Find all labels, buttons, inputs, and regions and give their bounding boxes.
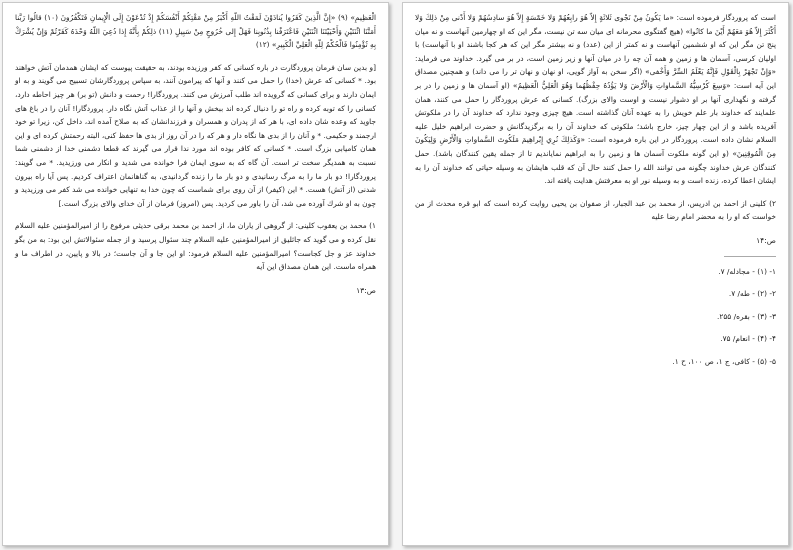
- left-page: [2, 2, 389, 546]
- right-page-column: [415, 11, 776, 537]
- footnote-item: ۲- (۲) - طه/ ۷.: [728, 289, 776, 299]
- footnote-divider: [724, 256, 776, 257]
- hadith-text: ۱) محمد بن يعقوب كلينى: از گروهى از ياران ما، از احمد بن محمد برقى حديثى مرفوع را از اميرالمؤمنين عليه السلام نقل كرده و مى گويد كه جاثليق از اميرالمؤمنين عليه السلام چند سئوال پرسيد و از جمله سئوالاتش اين بود: به من بگو خداوند عز و جل كجاست؟ اميرالمؤمنين عليه السلام فرمود: او اين جا و آن جاست؛ در بالا و پايين، در اطراف ما و همراه ماست. اين همان مصداق اين آيه: [15, 221, 376, 272]
- main-text: است كه پروردگار فرموده است: «ما يَكُونُ مِنْ نَجْوى ثَلاثَةٍ إِلاّ هُوَ رابِعُهُمْ وَلا خَمْسَةٍ إِلاّ هُوَ سادِسُهُمْ وَلا أَدْنى مِنْ ذلِكَ وَلا أَكْثَرَ إِلاّ هُوَ مَعَهُمْ أَيْنَ ما كانُوا» (هيچ گفتگوى محرمانه اى ميان سه تن نيست، مگر اين كه او چهارمين آنهاست و نه ميان پنج تن مگر اين كه او ششمين آنهاست و نه كمتر از اين (عدد) و نه بيشتر مگر اين كه هر كجا باشند او با آنهاست) با اوليان كرسى، آسمان ها و زمين و همه آن چه را در ميان آنها و زير زمين است، در بر مى گيرد. خداوند مى فرمايد: «وَإِنْ تَجْهَرْ بِالْقَوْلِ فَإِنَّهُ يَعْلَمُ السِّرَّ وَأَخْفى» (اگر سخن به آواز گويى، او نهان و نهان تر را مى داند) و همچنين مصداق اين آيه است: «وَسِعَ كُرْسِيُّهُ السَّماواتِ وَالْأَرْضَ وَلا يَؤُدُهُ حِفْظُهُما وَهُوَ الْعَلِيُّ الْعَظِيمُ» (او آسمان ها و زمين را در بر گرفته و نگهدارى آنها بر او دشوار نيست و اوست والاى بزرگ). كسانى كه عرش پروردگار را حمل مى كنند، همان علمايند كه خداوند بار علم خويش را به عهده آنان گذاشته است. هيچ چيزى وجود ندارد كه خداوند آن را در ملكوتش آفريده باشد و از اين چهار چيز، خارج باشد؛ ملكوتى كه خداوند آن را به برگزيدگانش و حضرت ابراهيم خليل عليه السلام نشان داده است. پروردگار در اين باره فرموده است: «وَكَذلِكَ نُرِي إِبْراهِيمَ مَلَكُوتَ السَّماواتِ وَالْأَرْضِ وَلِيَكُونَ مِنَ الْمُوقِنِينَ» (و اين گونه ملكوت آسمان ها و زمين را به ابراهيم نمايانديم تا از جمله يقين كنندگان باشد). حمل كنندگان عرش خداوند چگونه مى توانند الله را حمل كنند حال آن كه قلب هايشان به وسيله حياتى كه خداوند آن را به ايشان اعطا كرده، زنده است و به وسيله نور او به معرفتش هدايت يافته اند.: [415, 13, 776, 186]
- page-number: ص:۱۴: [756, 235, 776, 245]
- footnote-item: ۳- (۳) - بقره/ ۲۵۵.: [717, 311, 776, 321]
- verse-translation: [و بدين سان فرمان پروردگارت در باره كسانى كه كفر ورزيده بودند، به حقيقت پيوست كه ايشان همدمان آتش خواهند بود. * كسانى كه عرش (خدا) را حمل مى كنند و آنها كه پيرامون آنند، به سپاس پروردگارشان تسبيح مى گويند و به او ايمان دارند و براى كسانى كه گرويده اند طلب آمرزش مى كنند. پروردگارا! رحمت و دانش (تو بر) هر چيز احاطه دارد، كسانى را كه توبه كرده و راه تو را دنبال كرده اند ببخش و آنها را از عذاب آتش نگاه دار. پروردگارا! آنان را در باغ هاى جاويد كه وعده شان داده اى، با هر كه از پدران و همسران و فرزندانشان كه به صلاح آمده اند، داخل كن، زيرا تو خود ارجمند و حكيمى. * و آنان را از بدى ها نگاه دار و هر كه را در آن روز از بدى ها حفظ كنى، البته رحمتش كرده اى و اين همان كاميابى بزرگ است. * كسانى كه كافر بوده اند مورد ندا قرار مى گيرند كه قطعا دشمنى خدا از دشمنى شما نسبت به همديگر سخت تر است. آن گاه كه به سوى ايمان فرا خوانده مى شديد و انكار مى ورزيديد. * مى گويند: پروردگارا! دو بار ما را به مرگ رسانيدى و دو بار ما را زنده گردانيدى، به گناهانمان اعتراف كرديم. پس آيا راه بيرون شدنى (از آتش) هست. * اين (كيفر) از آن روى براى شماست كه چون خدا به تنهايى خوانده مى شد كفر مى ورزيديد و چون به او شرك آورده مى شد، آن را باور مى كرديد. پس (امروز) فرمان از آن خداى والاى بزرگ است.]: [15, 62, 376, 208]
- verse-text: الْعَظِيمِ» (۹) «إِنَّ الَّذِينَ كَفَرُوا يُنادَوْنَ لَمَقْتُ اللّهِ أَكْبَرُ مِنْ مَقْتِكُمْ أَنْفُسَكُمْ إِذْ تُدْعَوْنَ إِلَى الْإِيمانِ فَتَكْفُرُونَ (۱۰) قالُوا رَبَّنا أَمَتَّنَا اثْنَتَيْنِ وَأَحْيَيْتَنَا اثْنَتَيْنِ فَاعْتَرَفْنا بِذُنُوبِنا فَهَلْ إِلى خُرُوجٍ مِنْ سَبِيلٍ (۱۱) ذلِكُمْ بِأَنَّهُ إِذا دُعِيَ اللّهُ وَحْدَهُ كَفَرْتُمْ وَإِنْ يُشْرَكْ بِهِ تُؤْمِنُوا فَالْحُكْمُ لِلّهِ الْعَلِيِّ الْكَبِيرِ» (۱۲): [15, 13, 377, 50]
- footnote-item: ۴- (۴) - انعام/ ۷۵.: [720, 334, 776, 344]
- left-page-column: [15, 11, 376, 537]
- page-number: ص:۱۳: [356, 285, 376, 295]
- footnote-list: [415, 265, 776, 369]
- right-page: [402, 2, 789, 546]
- footnote-intro: ۲) كلينى از احمد بن ادريس، از محمد بن عبد الجبار، از صفوان بن يحيى روايت كرده است كه ابو قره محدث از من خواست كه او را به محضر امام رضا عليه: [415, 198, 776, 222]
- footnote-item: ۵- (۵) - كافى، ج ۱، ص ۱۰۰، ح ۱.: [672, 356, 776, 366]
- footnote-item: ۱- (۱) - مجادله/ ۷.: [718, 266, 776, 276]
